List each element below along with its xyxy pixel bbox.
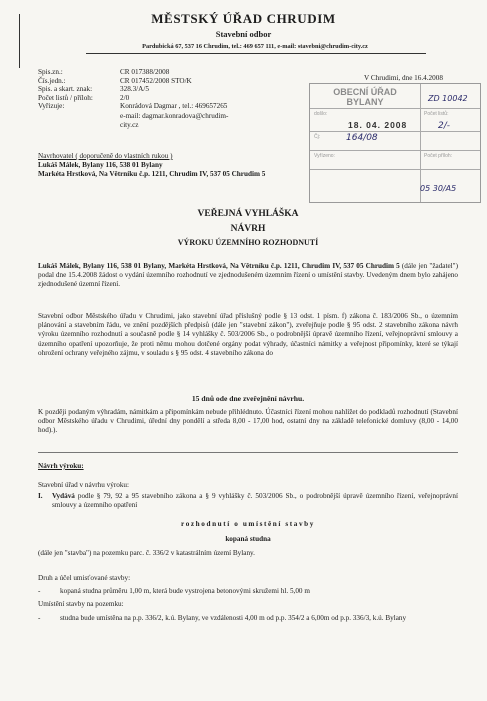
dash-bullet: - <box>38 614 41 622</box>
applicant-section <box>38 152 458 180</box>
applicant-line-2: Markéta Hrstková, Na Větrníku č.p. 1211, Chrudim IV, 537 05 Chrudim 5 <box>38 170 266 179</box>
decision-title: rozhodnutí o umístění stavby <box>181 520 315 528</box>
handwritten-cj: 164/08 <box>346 133 378 143</box>
meta-value: 2/0 <box>120 93 130 102</box>
legal-paragraph: Stavební odbor Městského úřadu v Chrudimi, jako stavební úřad příslušný podle § 13 odst. 1 písm. f) zákona č. 183/2006 Sb., o územním plánování a stavebním řádu, ve znění pozdějších předpisů (dále jen "stavební zákon"), zveřejňuje podle § 95 odst. 2 stavebního zákona návrh výroku územního rozhodnutí a současně podle § 14 vyhlášky č. 503/2006 Sb., o podrobnější úpravě územního řízení, veřejnoprávní smlouvy a územního opatření upozorňuje, že proti němu mohou dotčené orgány podat výhrady, účastníci námitky a veřejnost připomínky, které se týkají ohrožení ochrany veřejného zájmu, v souladu s § 95 odst. 4 stavebního zákona do <box>38 312 458 357</box>
building-description: (dále jen "stavba") na pozemku parc. č. 336/2 v katastrálním území Bylany. <box>38 549 255 557</box>
proposal-item <box>38 492 458 510</box>
handwritten-number: ZD 10042 <box>428 94 468 103</box>
stamp-rule <box>310 131 480 132</box>
receipt-stamp <box>309 83 481 203</box>
item-text: podle § 79, 92 a 95 stavebního zákona a § 9 vyhlášky č. 503/2006 Sb., o podrobnější úpravě územního řízení, veřejnoprávní smlouvy a územního opatření <box>52 492 458 510</box>
section-divider <box>38 452 458 453</box>
stamp-label: došlo: <box>314 111 328 117</box>
office-title: MĚSTSKÝ ÚŘAD CHRUDIM <box>151 11 336 26</box>
meta-row <box>38 85 278 94</box>
proposal-heading: Návrh výroku: <box>38 462 84 470</box>
stamp-rule <box>310 150 480 151</box>
stamp-label: Čj: <box>314 134 321 140</box>
meta-key: Čís.jedn.: <box>38 76 66 85</box>
stamp-label: Počet listů: <box>424 111 449 117</box>
stamp-label: Vyřízeno: <box>314 153 335 159</box>
intro-parties: Lukáš Málek, Bylany 116, 538 01 Bylany, Markéta Hrstková, Na Větrníku č.p. 1211, Chrudim IV, 537 05 Chrudim 5 <box>38 262 400 270</box>
meta-row <box>38 94 278 103</box>
applicant-label: Navrhovatel ( doporučeně do vlastních rukou ) <box>38 152 173 160</box>
intro-text: (dále jen "žadatel") podal dne 15.4.2008 žádost o vydání územního rozhodnutí ve zjednodušeném územním řízení o umístění stavby. Uvedeným dnem bylo zahájeno zjednodušené územní řízení. <box>38 262 458 289</box>
handwritten-count: 2/- <box>438 121 451 131</box>
meta-value: 328.3/A/5 <box>120 85 149 94</box>
proposal-subtitle: VÝROKU ÚZEMNÍHO ROZHODNUTÍ <box>177 238 319 247</box>
meta-value: CR 017388/2008 <box>120 68 170 76</box>
handwritten-note: 05 30/A5 <box>420 184 457 193</box>
place-item-text: studna bude umístěna na p.p. 336/2, k.ú. Bylany, ve vzdálenosti 4,00 m od p.p. 354/2 a 6,00m od p.p. 336/3, k.ú. Bylany <box>60 614 407 622</box>
meta-key: Spis.zn.: <box>38 68 63 76</box>
header-divider <box>86 53 426 54</box>
meta-row <box>38 77 278 86</box>
dash-bullet: - <box>38 587 41 595</box>
access-paragraph: K později podaným výhradám, námitkám a připomínkám nebude přihlédnuto. Účastníci řízení mohou nahlížet do podkladů rozhodnutí (Stavební odbor Městského úřadu v Chrudimi, úřední dny pondělí a středa 8,00 - 17,00 hod, ostatní dny na základě telefonické domluvy (8,00 - 14,00 hod).). <box>38 408 458 435</box>
meta-value: CR 017452/2008 STO/K <box>120 76 192 85</box>
meta-row <box>38 102 278 130</box>
proposal-title: NÁVRH <box>230 224 266 234</box>
intro-paragraph <box>38 262 458 290</box>
place-item <box>38 614 458 623</box>
item-verb: Vydává <box>52 492 75 500</box>
item-text-wrap <box>52 492 458 510</box>
applicant-line-1: Lukáš Málek, Bylany 116, 538 01 Bylany <box>38 161 163 170</box>
meta-key: Vyřizuje: <box>38 102 65 111</box>
meta-row <box>38 68 278 77</box>
stamp-label: Počet příloh: <box>424 153 453 159</box>
item-number: I. <box>38 492 43 500</box>
file-metadata <box>38 68 278 130</box>
meta-key: Počet listů / příloh: <box>38 93 93 102</box>
issue-date: V Chrudimi, dne 16.4.2008 <box>364 74 443 82</box>
kind-item <box>38 587 458 596</box>
kind-item-text: kopaná studna průměru 1,00 m, která bude vystrojena betonovými skružemi hl. 5,00 m <box>60 587 310 595</box>
meta-key: Spis. a skart. znak: <box>38 85 93 94</box>
deadline: 15 dnů ode dne zveřejnění návrhu. <box>191 394 305 403</box>
meta-value: Konrádová Dagmar , tel.: 469657265 e-mail: dagmar.konradova@chrudim- city.cz <box>120 102 229 129</box>
proposal-intro: Stavební úřad v návrhu výroku: <box>38 481 130 489</box>
kind-label: Druh a účel umisťované stavby: <box>38 574 131 582</box>
stamp-received-date: 18. 04. 2008 <box>348 120 408 130</box>
department-title: Stavební odbor <box>215 29 272 39</box>
building-name: kopaná studna <box>225 535 271 543</box>
stamp-rule <box>310 108 480 109</box>
place-label: Umístění stavby na pozemku: <box>38 600 124 608</box>
notice-title: VEŘEJNÁ VYHLÁŠKA <box>197 209 299 219</box>
office-address: Pardubická 67, 537 16 Chrudim, tel.: 469 657 111, e-mail: stavebni@chrudim-city.cz <box>142 43 368 50</box>
stamp-office-name: OBECNÍ ÚŘAD BYLANY <box>333 87 397 107</box>
